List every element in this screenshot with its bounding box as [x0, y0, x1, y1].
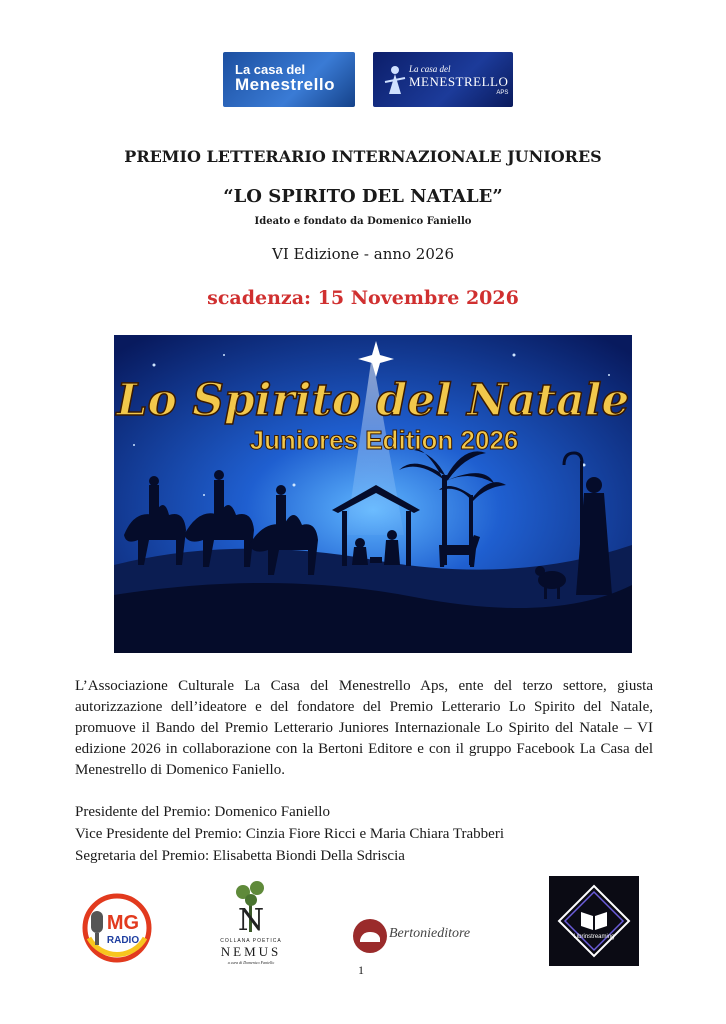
logo-line: COLLANA POETICA [220, 938, 282, 944]
nemus-logo [206, 878, 296, 965]
logo-line: NEMUS [220, 944, 282, 959]
banner-title: Lo Spirito del Natale [116, 375, 630, 426]
mg-radio-logo [77, 893, 157, 963]
vice-president-line: Vice Presidente del Premio: Cinzia Fiore Ricci e Maria Chiara Trabberi [75, 826, 504, 842]
logo-line: a cura di Domenico Faniello [227, 960, 275, 965]
bertoni-logo [352, 918, 388, 954]
logo-line: APS [496, 90, 509, 96]
edition-label: VI Edizione - anno 2026 [272, 245, 454, 263]
nativity-banner [114, 335, 632, 653]
logo-line: La casa del [409, 64, 451, 74]
minstrel-icon [381, 60, 411, 100]
president-line: Presidente del Premio: Domenico Faniello [75, 804, 330, 820]
logo-line: Librinstreaming [573, 934, 615, 940]
svg-text:N: N [237, 903, 265, 934]
deadline-label: scadenza: 15 Novembre 2026 [207, 287, 519, 309]
secretary-line: Segretaria del Premio: Elisabetta Biondi Della Sdriscia [75, 848, 405, 864]
prize-subtitle: “LO SPIRITO DEL NATALE” [223, 186, 503, 207]
logo-line: La casa del [235, 62, 306, 77]
announcement-paragraph: L’Associazione Culturale La Casa del Menestrello Aps, ente del terzo settore, giusta autorizzazione dell’ideatore e del fondatore del Premio Letterario Lo Spirito del Natale, promuove il Bando del Premio Letterario Juniores Internazionale Lo Spirito del Natale – VI edizione 2026 in collaborazione con la Bertoni Editore e con il gruppo Facebook La Casa del Menestrello di Domenico Faniello. [75, 678, 653, 778]
tree-icon [221, 878, 281, 934]
casa-menestrello-logo [223, 52, 355, 107]
logo-line: RADIO [106, 935, 140, 946]
logo-line: MG [106, 912, 140, 934]
book-icon [549, 876, 639, 966]
casa-menestrello-aps-logo [373, 52, 513, 107]
librinstreaming-logo [549, 876, 639, 966]
logo-line: MENESTRELLO [409, 74, 509, 89]
prize-title: PREMIO LETTERARIO INTERNAZIONALE JUNIORES [124, 147, 602, 166]
page-number: 1 [358, 963, 364, 977]
founder-credit: Ideato e fondato da Domenico Faniello [254, 216, 472, 227]
banner-subtitle: Juniores Edition 2026 [249, 425, 519, 455]
bertoni-name: Bertonieditore [389, 926, 471, 941]
logo-line: Menestrello [235, 75, 335, 94]
